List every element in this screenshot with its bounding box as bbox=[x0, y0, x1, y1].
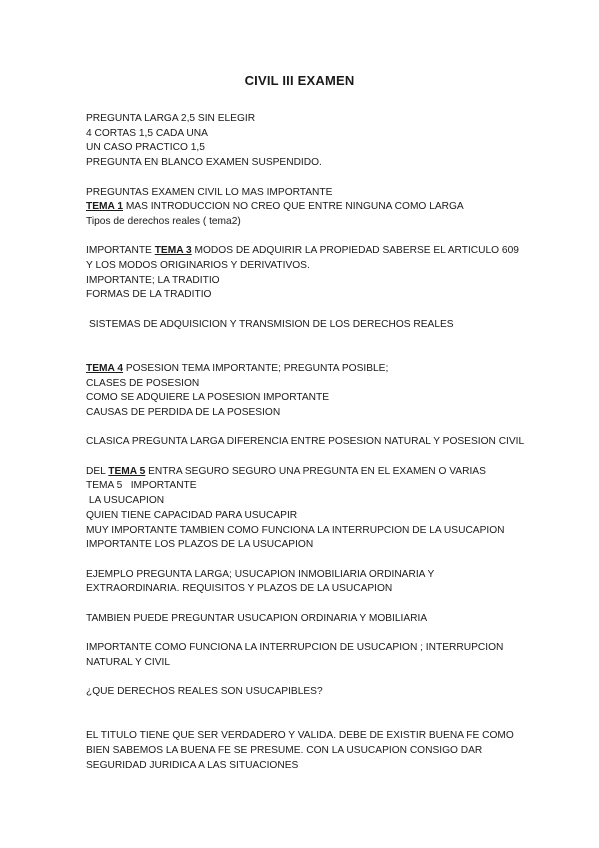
tema5-line-5: IMPORTANTE LOS PLAZOS DE LA USUCAPION bbox=[86, 539, 314, 551]
tema5-line-2: LA USUCAPION bbox=[86, 495, 165, 507]
document-body bbox=[86, 112, 526, 773]
intro-line: UN CASO PRACTICO 1,5 bbox=[86, 142, 205, 154]
tema4-line-1: CLASES DE POSESION bbox=[86, 377, 200, 389]
ejemplo-line-2: EXTRAORDINARIA. REQUISITOS Y PLAZOS DE LA USUCAPION bbox=[86, 583, 393, 595]
interrupcion-line-1: IMPORTANTE COMO FUNCIONA LA INTERRUPCION DE USUCAPION ; INTERRUPCION bbox=[86, 642, 504, 654]
pregunta-line: ¿QUE DERECHOS REALES SON USUCAPIBLES? bbox=[86, 686, 323, 698]
tema5-line-3: QUIEN TIENE CAPACIDAD PARA USUCAPIR bbox=[86, 509, 298, 521]
tambien-line: TAMBIEN PUEDE PREGUNTAR USUCAPION ORDINARIA Y MOBILIARIA bbox=[86, 612, 428, 624]
important-heading: PREGUNTAS EXAMEN CIVIL LO MAS IMPORTANTE bbox=[86, 186, 333, 198]
tema5-line-4: MUY IMPORTANTE TAMBIEN COMO FUNCIONA LA INTERRUPCION DE LA USUCAPION bbox=[86, 524, 505, 536]
tema5-line-1: TEMA 5 IMPORTANTE bbox=[86, 480, 197, 492]
tema4-label: TEMA 4 bbox=[86, 362, 123, 374]
clasica-line: CLASICA PREGUNTA LARGA DIFERENCIA ENTRE POSESION NATURAL Y POSESION CIVIL bbox=[86, 436, 525, 448]
document-title: CIVIL III EXAMEN bbox=[244, 73, 355, 88]
tema3-prefix: IMPORTANTE bbox=[86, 245, 155, 257]
tema1-label: TEMA 1 bbox=[86, 201, 123, 213]
tema4-line-3: CAUSAS DE PERDIDA DE LA POSESION bbox=[86, 407, 281, 418]
titulo-line-1: EL TITULO TIENE QUE SER VERDADERO Y VALIDA. DEBE DE EXISTIR BUENA FE COMO bbox=[86, 730, 514, 742]
tema4-text: POSESION TEMA IMPORTANTE; PREGUNTA POSIBLE; bbox=[122, 362, 389, 374]
tema5-text: ENTRA SEGURO SEGURO UNA PREGUNTA EN EL EXAMEN O VARIAS bbox=[145, 465, 486, 477]
tema3-line-1: Y LOS MODOS ORIGINARIOS Y DERIVATIVOS. bbox=[86, 260, 310, 271]
tema3-line-3: FORMAS DE LA TRADITIO bbox=[86, 289, 212, 301]
intro-line: PREGUNTA EN BLANCO EXAMEN SUSPENDIDO. bbox=[86, 157, 322, 169]
tema1-text: MAS INTRODUCCION NO CREO QUE ENTRE NINGUNA COMO LARGA bbox=[122, 201, 464, 213]
tema5-line bbox=[86, 465, 526, 480]
tema3-line bbox=[86, 244, 526, 259]
interrupcion-line-2: NATURAL Y CIVIL bbox=[86, 656, 170, 668]
tema3-label: TEMA 3 bbox=[154, 245, 192, 257]
ejemplo-line-1: EJEMPLO PREGUNTA LARGA; USUCAPION INMOBILIARIA ORDINARIA Y bbox=[86, 568, 435, 580]
tema1-line bbox=[86, 200, 526, 215]
intro-line: PREGUNTA LARGA 2,5 SIN ELEGIR bbox=[86, 113, 256, 124]
intro-line: 4 CORTAS 1,5 CADA UNA bbox=[86, 127, 208, 139]
tema1-sub: Tipos de derechos reales ( tema2) bbox=[86, 215, 241, 227]
tema5-prefix: DEL bbox=[86, 465, 109, 477]
tema4-line-2: COMO SE ADQUIERE LA POSESION IMPORTANTE bbox=[86, 392, 330, 404]
titulo-line-3: SEGURIDAD JURIDICA A LAS SITUACIONES bbox=[86, 759, 299, 771]
tema3-line-2: IMPORTANTE; LA TRADITIO bbox=[86, 274, 220, 286]
sistemas-line: SISTEMAS DE ADQUISICION Y TRANSMISION DE LOS DERECHOS REALES bbox=[89, 318, 454, 330]
tema5-label: TEMA 5 bbox=[108, 465, 146, 477]
titulo-line-2: BIEN SABEMOS LA BUENA FE SE PRESUME. CON LA USUCAPION CONSIGO DAR bbox=[86, 745, 483, 757]
tema3-text: MODOS DE ADQUIRIR LA PROPIEDAD SABERSE EL ARTICULO 609 bbox=[191, 245, 519, 257]
tema4-line bbox=[86, 362, 526, 377]
